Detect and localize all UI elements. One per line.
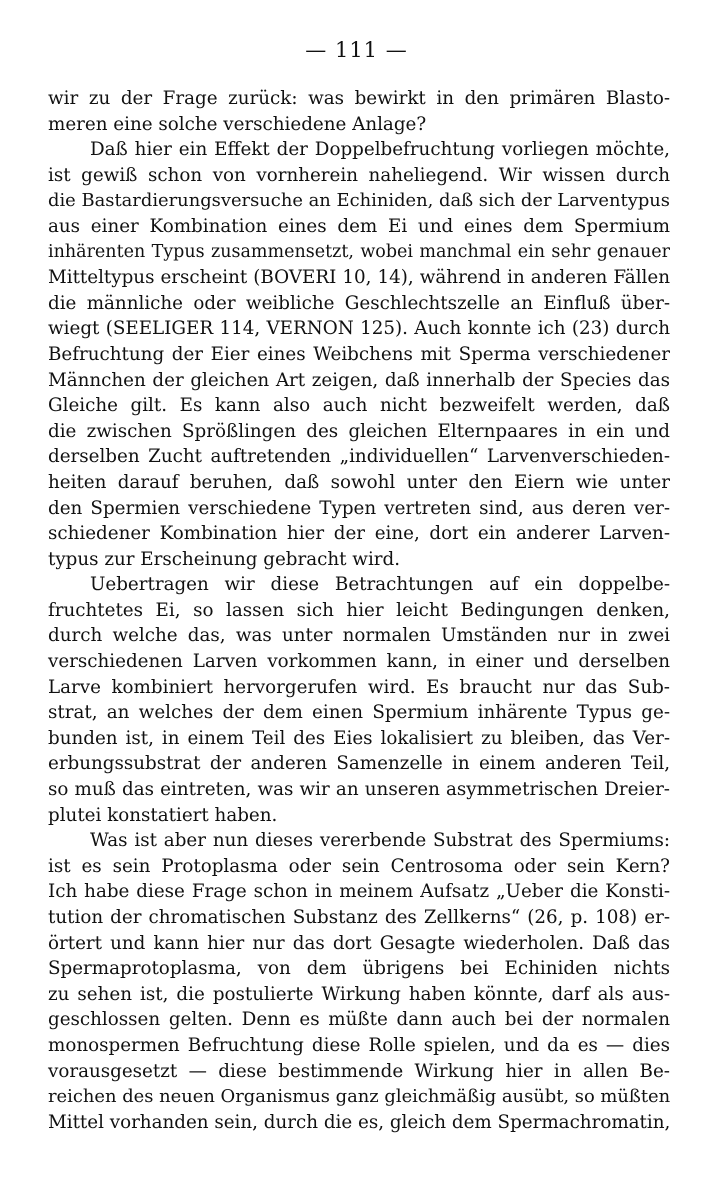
text-line: Spermaprotoplasma, von dem übrigens bei Echiniden nichts — [48, 958, 670, 980]
text-line: Was ist aber nun dieses vererbende Substrat des Spermiums: — [90, 830, 670, 852]
page-number: — 111 — — [305, 38, 408, 62]
text-line: erbungssubstrat der anderen Samenzelle in einem anderen Teil, — [48, 753, 670, 775]
text-line: die zwischen Sprößlingen des gleichen Elternpaares in ein und — [48, 420, 670, 442]
body-text — [48, 86, 670, 1135]
text-line: inhärenten Typus zusammensetzt, wobei manchmal ein sehr genauer — [48, 241, 670, 262]
text-line: durch welche das, was unter normalen Umständen nur in zwei — [48, 625, 670, 647]
text-line: monospermen Befruchtung diese Rolle spielen, und da es — dies — [48, 1034, 670, 1056]
text-line: Männchen der gleichen Art zeigen, daß innerhalb der Species das — [48, 369, 670, 391]
text-line: ist gewiß schon von vornherein naheliegend. Wir wissen durch — [48, 164, 670, 186]
text-line: Daß hier ein Effekt der Doppelbefruchtung vorliegen möchte, — [90, 139, 670, 161]
text-line: verschiedenen Larven vorkommen kann, in einer und derselben — [48, 651, 670, 673]
text-line: fruchtetes Ei, so lassen sich hier leicht Bedingungen denken, — [48, 599, 670, 621]
text-line: aus einer Kombination eines dem Ei und eines dem Spermium — [48, 215, 670, 237]
text-line: typus zur Erscheinung gebracht wird. — [48, 548, 401, 570]
text-line: Gleiche gilt. Es kann also auch nicht bezweifelt werden, daß — [48, 395, 670, 417]
text-line: Befruchtung der Eier eines Weibchens mit Sperma verschiedener — [48, 343, 670, 365]
text-line: wiegt (SEELIGER 114, VERNON 125). Auch konnte ich (23) durch — [48, 318, 670, 340]
text-line: meren eine solche verschiedene Anlage? — [48, 113, 427, 135]
text-line: derselben Zucht auftretenden „individuellen“ Larvenverschieden- — [48, 446, 670, 468]
text-line: Larve kombiniert hervorgerufen wird. Es braucht nur das Sub- — [48, 676, 670, 698]
text-line: ist es sein Protoplasma oder sein Centrosoma oder sein Kern? — [48, 855, 670, 877]
text-line: plutei konstatiert haben. — [48, 804, 278, 826]
text-line: die Bastardierungsversuche an Echiniden, daß sich der Larventypus — [48, 190, 670, 212]
text-line: heiten darauf beruhen, daß sowohl unter den Eiern wie unter — [48, 471, 670, 493]
text-line: die männliche oder weibliche Geschlechtszelle an Einfluß über- — [48, 292, 670, 314]
text-line: tution der chromatischen Substanz des Zellkerns“ (26, p. 108) er- — [48, 907, 670, 928]
text-line: Uebertragen wir diese Betrachtungen auf ein doppelbe- — [90, 574, 670, 596]
text-line: wir zu der Frage zurück: was bewirkt in den primären Blasto- — [48, 88, 670, 109]
text-line: Ich habe diese Frage schon in meinem Aufsatz „Ueber die Konsti- — [48, 881, 670, 903]
text-line: zu sehen ist, die postulierte Wirkung haben könnte, darf als aus- — [48, 983, 670, 1005]
text-line: Mitteltypus erscheint (BOVERI 10, 14), während in anderen Fällen — [48, 267, 670, 289]
text-line: schiedener Kombination hier der eine, dort ein anderer Larven- — [48, 523, 670, 545]
text-line: geschlossen gelten. Denn es müßte dann auch bei der normalen — [48, 1009, 670, 1031]
text-line: vorausgesetzt — diese bestimmende Wirkung hier in allen Be- — [48, 1060, 670, 1082]
text-line: bunden ist, in einem Teil des Eies lokalisiert zu bleiben, das Ver- — [48, 727, 670, 749]
text-line: örtert und kann hier nur das dort Gesagte wiederholen. Daß das — [48, 932, 670, 954]
text-line: Mittel vorhanden sein, durch die es, gleich dem Spermachromatin, — [48, 1111, 671, 1133]
text-line: strat, an welches der dem einen Spermium inhärente Typus ge- — [48, 702, 670, 724]
text-line: so muß das eintreten, was wir an unseren asymmetrischen Dreier- — [48, 779, 670, 801]
text-line: den Spermien verschiedene Typen vertreten sind, aus deren ver- — [48, 497, 670, 519]
text-line: reichen des neuen Organismus ganz gleichmäßig ausübt, so müßten — [48, 1086, 671, 1108]
